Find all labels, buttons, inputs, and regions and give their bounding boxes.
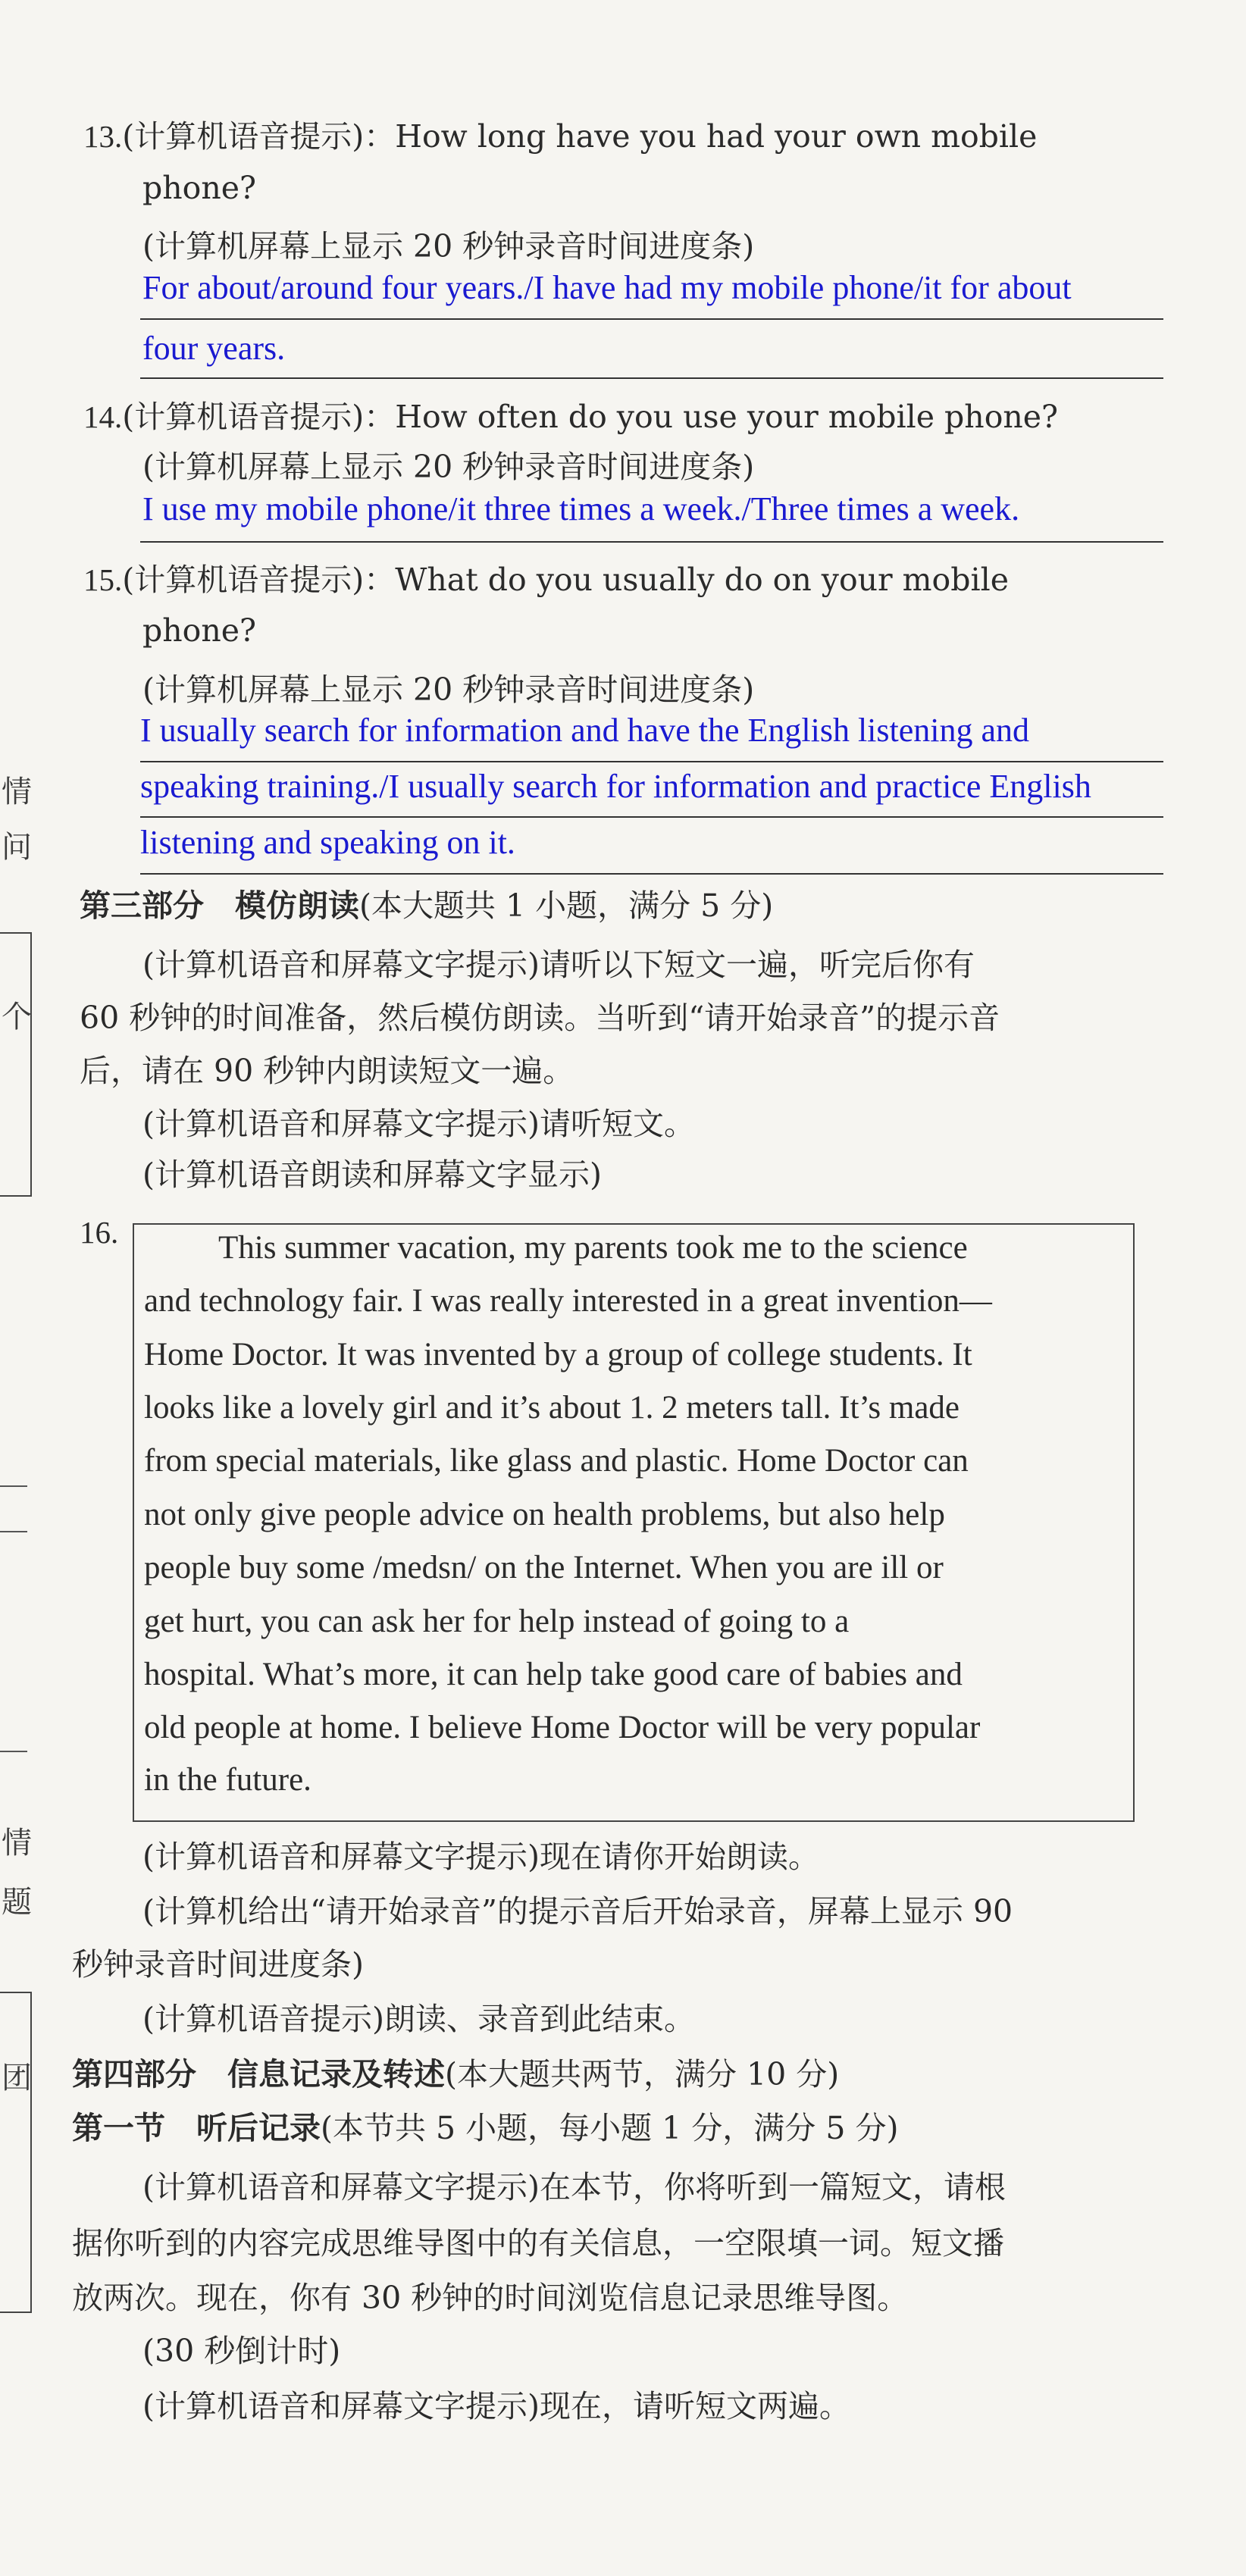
passage-line: not only give people advice on health problems, but also help xyxy=(144,1497,945,1532)
gutter-line xyxy=(0,1531,27,1532)
answer-rule xyxy=(140,541,1163,543)
answer-rule xyxy=(140,318,1163,320)
part4-instruction: (计算机语音和屏幕文字提示)在本节，你将听到一篇短文，请根 xyxy=(142,2169,1006,2205)
gutter-char: 题 xyxy=(2,1885,32,1920)
q13-screen-note: (计算机屏幕上显示 20 秒钟录音时间进度条) xyxy=(142,228,755,264)
q13-number: 13. xyxy=(83,119,123,154)
part3-instruction: 60 秒钟的时间准备，然后模仿朗读。当听到“请开始录音”的提示音 xyxy=(80,1000,1000,1036)
part4-instruction: 据你听到的内容完成思维导图中的有关信息，一空限填一词。短文播 xyxy=(72,2225,1004,2261)
gutter-char: 个 xyxy=(2,1000,32,1034)
q13-prompt-line xyxy=(83,118,1038,155)
q14-prompt-line xyxy=(83,399,1059,435)
q14-answer-line-1: I use my mobile phone/it three times a week./Three times a week. xyxy=(142,490,1020,527)
answer-rule xyxy=(140,761,1163,762)
part4-heading xyxy=(72,2056,840,2092)
q13-answer-line-1: For about/around four years./I have had my mobile phone/it for about xyxy=(142,269,1072,306)
gutter-char: 团 xyxy=(2,2061,32,2096)
q15-screen-note: (计算机屏幕上显示 20 秒钟录音时间进度条) xyxy=(142,671,755,708)
part4-sec1-score: (本节共 5 小题，每小题 1 分，满分 5 分) xyxy=(321,2110,899,2146)
q15-answer-line-1: I usually search for information and have the English listening and xyxy=(140,712,1030,749)
q13-answer-line-2: four years. xyxy=(142,330,286,367)
part3-title: 第三部分 模仿朗读 xyxy=(80,887,359,924)
part3-heading xyxy=(80,887,774,924)
q14-prompt: (计算机语音提示)：How often do you use your mobile phone? xyxy=(122,399,1059,435)
part4-title: 第四部分 信息记录及转述 xyxy=(72,2056,445,2092)
part3-instruction: (计算机语音和屏幕文字提示)请听短文。 xyxy=(142,1106,695,1142)
part4-instruction: (计算机语音和屏幕文字提示)现在，请听短文两遍。 xyxy=(142,2388,850,2424)
q16-after-instruction: (计算机语音提示)朗读、录音到此结束。 xyxy=(142,2001,695,2037)
q15-prompt: (计算机语音提示)：What do you usually do on your mobile xyxy=(122,562,1009,598)
q15-prompt-cont: phone? xyxy=(142,612,256,649)
q15-answer-line-3: listening and speaking on it. xyxy=(140,824,515,861)
part4-section1-heading xyxy=(72,2110,899,2146)
q15-number: 15. xyxy=(83,562,123,597)
q16-after-instruction: (计算机给出“请开始录音”的提示音后开始录音，屏幕上显示 90 xyxy=(142,1893,1013,1930)
q13-prompt-cont: phone? xyxy=(142,170,256,206)
part3-instruction: (计算机语音朗读和屏幕文字显示) xyxy=(142,1157,602,1193)
gutter-char: 情 xyxy=(2,775,32,809)
gutter-box xyxy=(0,1992,32,2313)
part3-score: (本大题共 1 小题，满分 5 分) xyxy=(359,887,774,924)
gutter-char: 问 xyxy=(2,830,32,865)
q15-prompt-line xyxy=(83,562,1009,598)
q14-number: 14. xyxy=(83,399,123,434)
part4-timer: (30 秒倒计时) xyxy=(142,2333,341,2369)
answer-rule xyxy=(140,816,1163,818)
gutter-line xyxy=(0,1751,27,1752)
gutter-box xyxy=(0,932,32,1197)
gutter-char: 情 xyxy=(2,1826,32,1861)
part4-score: (本大题共两节，满分 10 分) xyxy=(445,2056,840,2092)
q16-number: 16. xyxy=(80,1215,119,1250)
q15-answer-line-2: speaking training./I usually search for information and practice English xyxy=(140,768,1091,805)
q14-screen-note: (计算机屏幕上显示 20 秒钟录音时间进度条) xyxy=(142,449,755,485)
passage-line: in the future. xyxy=(144,1762,312,1798)
part4-sec1-title: 第一节 听后记录 xyxy=(72,2110,321,2146)
answer-rule xyxy=(140,377,1163,379)
answer-rule xyxy=(140,873,1163,875)
passage-line: and technology fair. I was really interested in a great invention— xyxy=(144,1283,992,1319)
passage-line: This summer vacation, my parents took me to the science xyxy=(218,1230,968,1266)
q13-prompt: (计算机语音提示)：How long have you had your own mobile xyxy=(122,118,1038,155)
left-gutter xyxy=(0,0,61,2576)
passage-line: hospital. What’s more, it can help take good care of babies and xyxy=(144,1657,963,1692)
q16-after-instruction: 秒钟录音时间进度条) xyxy=(72,1946,364,1983)
passage-line: old people at home. I believe Home Doctor will be very popular xyxy=(144,1710,981,1745)
passage-line: people buy some /medsn/ on the Internet. When you are ill or xyxy=(144,1550,944,1585)
passage-line: from special materials, like glass and plastic. Home Doctor can xyxy=(144,1443,969,1479)
part4-instruction: 放两次。现在，你有 30 秒钟的时间浏览信息记录思维导图。 xyxy=(72,2280,909,2316)
q16-after-instruction: (计算机语音和屏幕文字提示)现在请你开始朗读。 xyxy=(142,1839,819,1875)
part3-instruction: 后，请在 90 秒钟内朗读短文一遍。 xyxy=(80,1053,574,1089)
gutter-line xyxy=(0,1485,27,1487)
passage-line: Home Doctor. It was invented by a group of college students. It xyxy=(144,1337,972,1373)
passage-line: get hurt, you can ask her for help instead of going to a xyxy=(144,1604,850,1639)
part3-instruction: (计算机语音和屏幕文字提示)请听以下短文一遍，听完后你有 xyxy=(142,947,975,983)
passage-line: looks like a lovely girl and it’s about 1. 2 meters tall. It’s made xyxy=(144,1390,960,1426)
